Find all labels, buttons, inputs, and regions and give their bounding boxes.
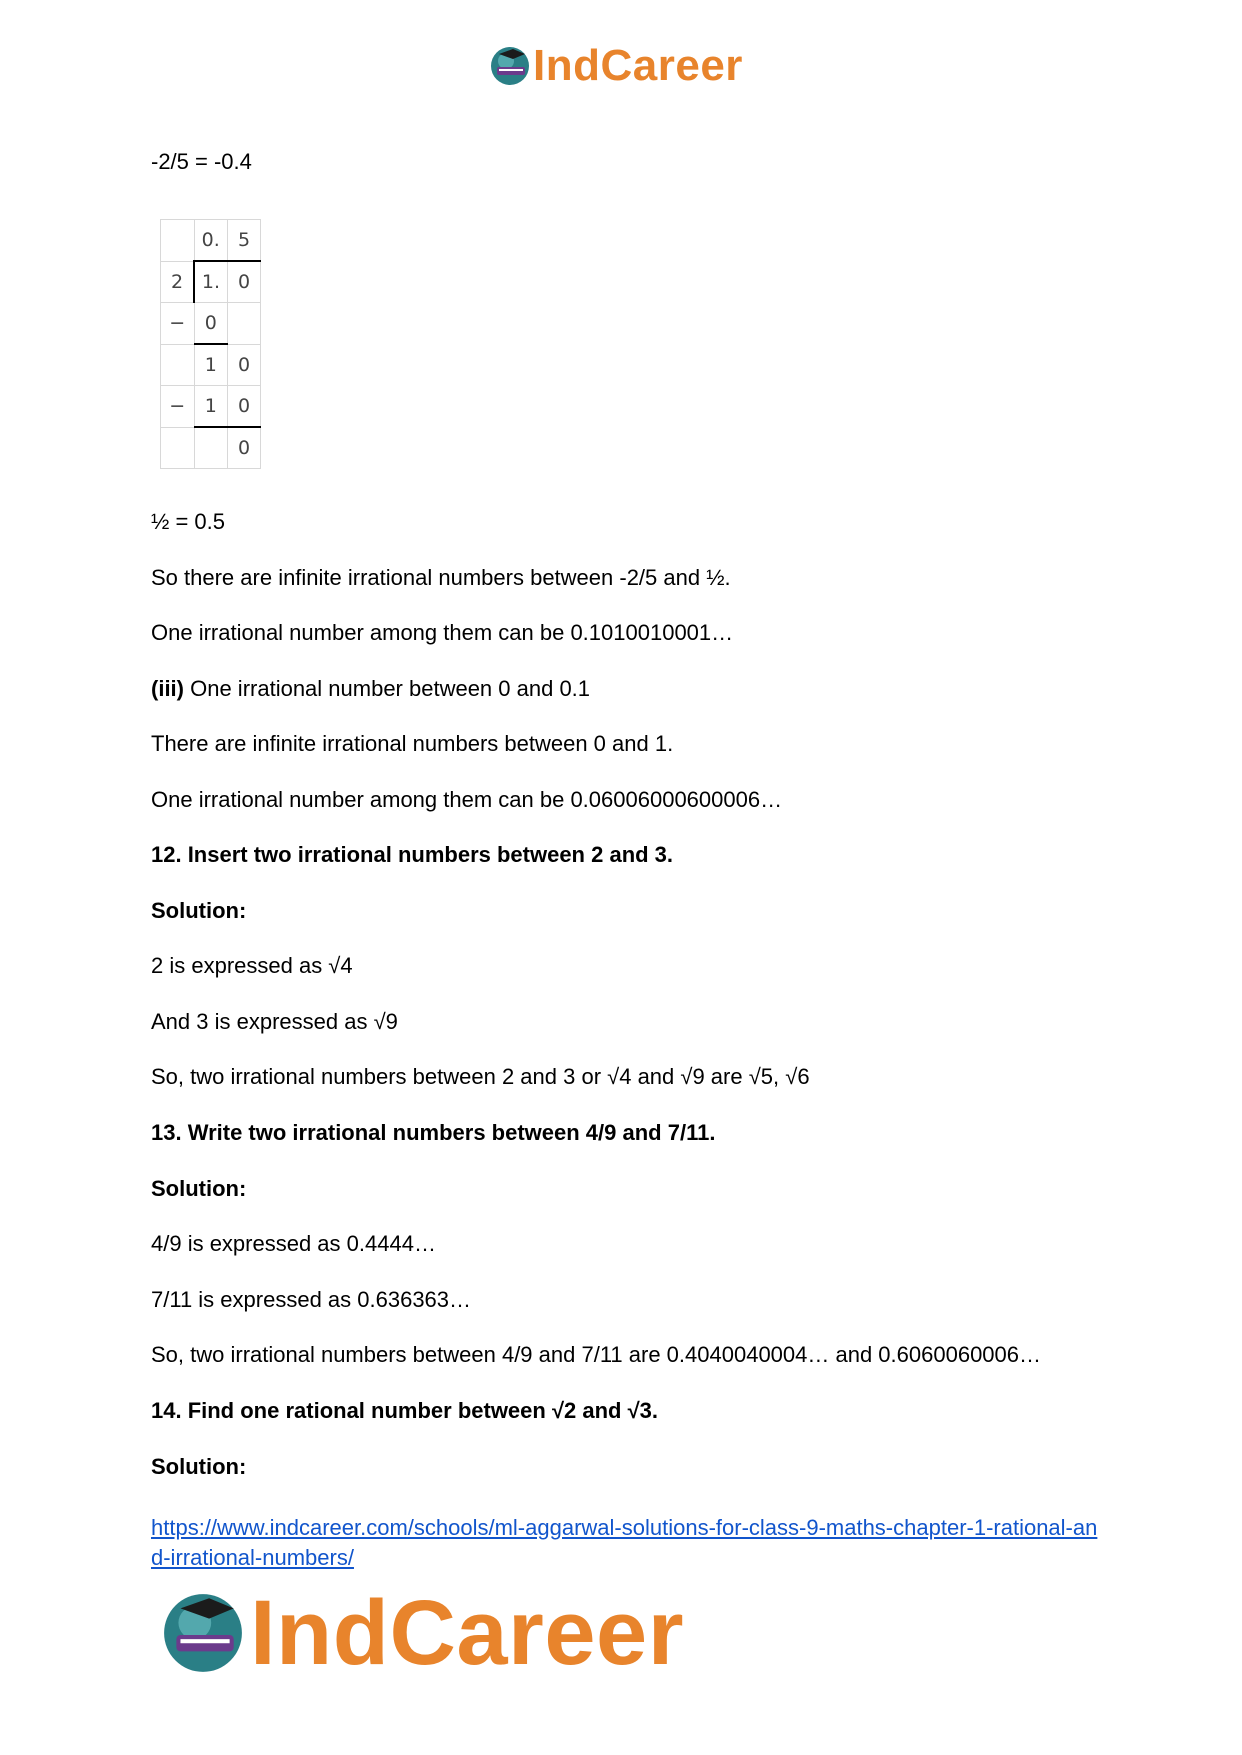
text-line: 4/9 is expressed as 0.4444…	[151, 1231, 436, 1256]
text-line: One irrational number among them can be 0.06006000600006…	[151, 787, 783, 812]
text-line: One irrational number among them can be 0.1010010001…	[151, 620, 734, 645]
long-division-table	[160, 219, 261, 469]
question-heading: 14. Find one rational number between √2 and √3.	[151, 1398, 659, 1423]
globe-book-icon	[489, 45, 531, 87]
text-line	[151, 675, 590, 703]
text-line: 2 is expressed as √4	[151, 953, 353, 978]
division-row	[161, 386, 261, 428]
division-cell: 0	[228, 386, 261, 428]
text-line: So, two irrational numbers between 4/9 and 7/11 are 0.4040040004… and 0.6060060006…	[151, 1342, 1042, 1367]
part-label: (iii)	[151, 676, 184, 701]
division-row	[161, 303, 261, 345]
division-row	[161, 344, 261, 386]
text-line: There are infinite irrational numbers between 0 and 1.	[151, 731, 674, 756]
division-cell: 5	[228, 220, 261, 262]
footer-logo	[160, 1581, 684, 1684]
division-cell: −	[161, 386, 195, 428]
division-cell	[228, 303, 261, 345]
question-heading: 12. Insert two irrational numbers between 2 and 3.	[151, 842, 674, 867]
text-line: So, two irrational numbers between 2 and 3 or √4 and √9 are √5, √6	[151, 1064, 810, 1089]
division-cell: 0.	[194, 220, 228, 262]
division-row	[161, 427, 261, 469]
division-row	[161, 261, 261, 303]
solution-label: Solution:	[151, 1176, 247, 1201]
question-heading: 13. Write two irrational numbers between 4/9 and 7/11.	[151, 1120, 716, 1145]
division-cell: 0	[228, 261, 261, 303]
text-line: So there are infinite irrational numbers between -2/5 and ½.	[151, 565, 731, 590]
division-cell	[161, 344, 195, 386]
text-line: 7/11 is expressed as 0.636363…	[151, 1287, 472, 1312]
division-cell: 1.	[194, 261, 228, 303]
globe-book-icon	[160, 1590, 246, 1676]
logo-wordmark: IndCareer	[250, 1581, 684, 1684]
logo-wordmark: IndCareer	[533, 41, 743, 90]
text-line: ½ = 0.5	[151, 509, 226, 534]
division-cell: 1	[194, 386, 228, 428]
division-cell	[161, 427, 195, 469]
text-line: -2/5 = -0.4	[151, 149, 252, 174]
division-row	[161, 220, 261, 262]
solution-label: Solution:	[151, 1454, 247, 1479]
solution-label: Solution:	[151, 898, 247, 923]
division-cell: 2	[161, 261, 195, 303]
division-cell: 1	[194, 344, 228, 386]
division-cell	[161, 220, 195, 262]
header-logo	[489, 40, 743, 92]
division-cell: 0	[228, 427, 261, 469]
source-link[interactable]: https://www.indcareer.com/schools/ml-aggarwal-solutions-for-class-9-maths-chapter-1-rational-and-irrational-numbers/	[151, 1515, 1098, 1570]
division-cell	[194, 427, 228, 469]
division-cell: 0	[194, 303, 228, 345]
text-line: And 3 is expressed as √9	[151, 1009, 398, 1034]
division-cell: −	[161, 303, 195, 345]
division-cell: 0	[228, 344, 261, 386]
part-text: One irrational number between 0 and 0.1	[184, 676, 591, 701]
